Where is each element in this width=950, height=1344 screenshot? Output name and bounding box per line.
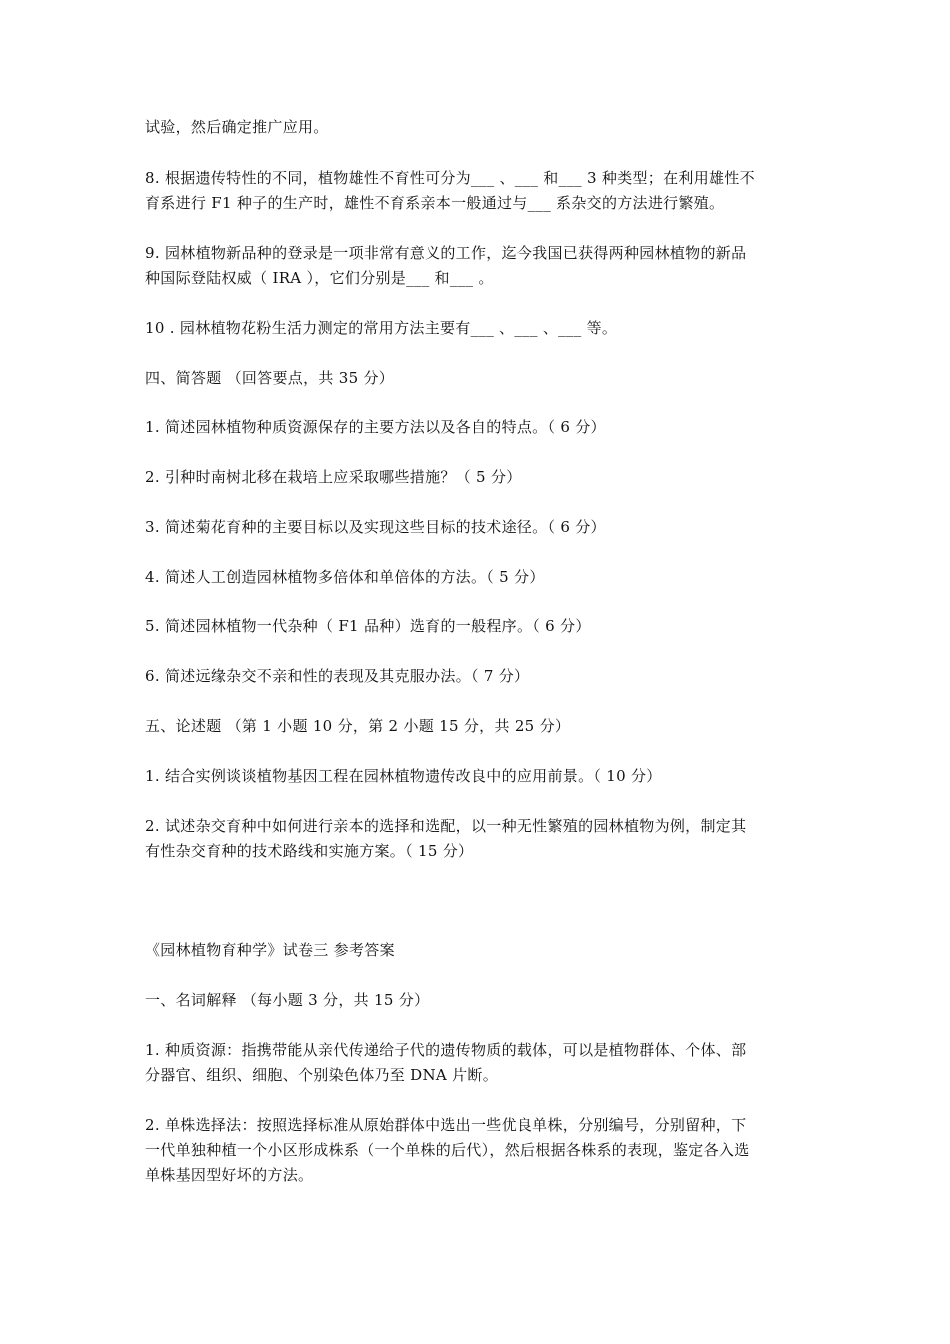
question-8-line-2: 育系进行 F1 种子的生产时，雄性不育系亲本一般通过与___ 系杂交的方法进行繁殖。 — [145, 194, 725, 212]
term-2-line-2: 一代单独种植一个小区形成株系（一个单株的后代），然后根据各株系的表现，鉴定各入选 — [145, 1141, 750, 1159]
term-1-line-1: 1. 种质资源：指携带能从亲代传递给子代的遗传物质的载体，可以是植物群体、个体、部 — [145, 1041, 747, 1059]
question-8-line-1: 8. 根据遗传特性的不同，植物雄性不育性可分为___ 、___ 和___ 3 种类型；在利用雄性不 — [145, 169, 755, 187]
question-10: 10 . 园林植物花粉生活力测定的常用方法主要有___ 、___ 、___ 等。 — [145, 319, 618, 337]
term-2-line-1: 2. 单株选择法：按照选择标准从原始群体中选出一些优良单株，分别编号，分别留种，下 — [145, 1116, 747, 1134]
short-answer-6: 6. 简述远缘杂交不亲和性的表现及其克服办法。（ 7 分） — [145, 667, 530, 685]
section-heading-terms: 一、名词解释 （每小题 3 分，共 15 分） — [145, 991, 430, 1009]
section-heading-essay: 五、论述题 （第 1 小题 10 分，第 2 小题 15 分，共 25 分） — [145, 717, 571, 735]
short-answer-2: 2. 引种时南树北移在栽培上应采取哪些措施？（ 5 分） — [145, 468, 522, 486]
question-9-line-1: 9. 园林植物新品种的登录是一项非常有意义的工作，迄今我国已获得两种园林植物的新品 — [145, 244, 747, 262]
short-answer-4: 4. 简述人工创造园林植物多倍体和单倍体的方法。（ 5 分） — [145, 568, 545, 586]
short-answer-1: 1. 简述园林植物种质资源保存的主要方法以及各自的特点。（ 6 分） — [145, 418, 606, 436]
short-answer-5: 5. 简述园林植物一代杂种（ F1 品种）选育的一般程序。（ 6 分） — [145, 617, 591, 635]
essay-2-line-1: 2. 试述杂交育种中如何进行亲本的选择和选配，以一种无性繁殖的园林植物为例，制定其 — [145, 817, 747, 835]
essay-2-line-2: 有性杂交育种的技术路线和实施方案。（ 15 分） — [145, 842, 474, 860]
essay-1: 1. 结合实例谈谈植物基因工程在园林植物遗传改良中的应用前景。（ 10 分） — [145, 767, 662, 785]
term-1-line-2: 分器官、组织、细胞、个别染色体乃至 DNA 片断。 — [145, 1066, 499, 1084]
question-9-line-2: 种国际登陆权威（ IRA ），它们分别是___ 和___ 。 — [145, 269, 494, 287]
term-2-line-3: 单株基因型好坏的方法。 — [145, 1166, 314, 1184]
text-line: 试验，然后确定推广应用。 — [145, 118, 329, 136]
answer-key-title: 《园林植物育种学》试卷三 参考答案 — [145, 941, 395, 959]
section-heading-short-answer: 四、简答题 （回答要点，共 35 分） — [145, 369, 395, 387]
short-answer-3: 3. 简述菊花育种的主要目标以及实现这些目标的技术途径。（ 6 分） — [145, 518, 606, 536]
